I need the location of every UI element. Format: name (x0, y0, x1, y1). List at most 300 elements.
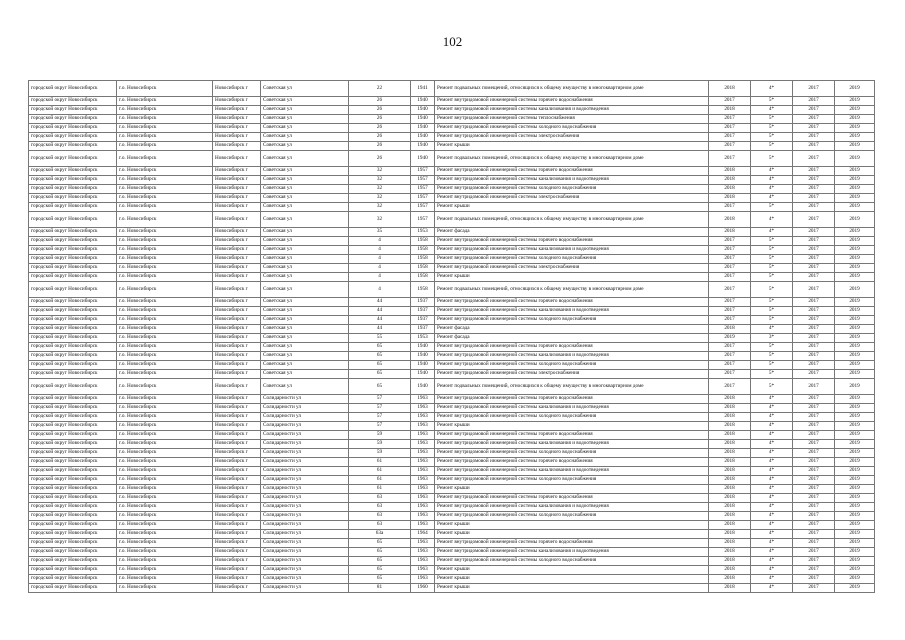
cell-work-type: Ремонт крыши (435, 566, 709, 575)
cell-locality: Новосибирск г (213, 476, 261, 485)
cell-settlement: г.о. Новосибирск (117, 255, 213, 264)
repair-schedule-table (28, 80, 875, 593)
cell-locality: Новосибирск г (213, 264, 261, 273)
cell-locality: Новосибирск г (213, 503, 261, 512)
cell-plan-year: 2018 (709, 413, 751, 422)
cell-priority: 4* (751, 81, 793, 97)
cell-locality: Новосибирск г (213, 539, 261, 548)
cell-house: 35 (349, 228, 411, 237)
cell-district: городской округ Новосибирск (29, 566, 117, 575)
cell-year-from: 2017 (793, 404, 835, 413)
cell-year-from: 2017 (793, 228, 835, 237)
table-row (29, 115, 875, 124)
cell-district: городской округ Новосибирск (29, 343, 117, 352)
cell-year-built: 1957 (411, 176, 435, 185)
cell-year-from: 2017 (793, 273, 835, 282)
cell-house: 65 (349, 548, 411, 557)
cell-locality: Новосибирск г (213, 133, 261, 142)
cell-priority: 4* (751, 503, 793, 512)
cell-district: городской округ Новосибирск (29, 476, 117, 485)
cell-street: Советская ул (261, 81, 349, 97)
cell-street: Солидарности ул (261, 485, 349, 494)
cell-locality: Новосибирск г (213, 512, 261, 521)
cell-street: Солидарности ул (261, 431, 349, 440)
cell-year-to: 2019 (835, 203, 875, 212)
cell-house: 63 (349, 512, 411, 521)
cell-district: городской округ Новосибирск (29, 449, 117, 458)
cell-priority: 4* (751, 185, 793, 194)
table-row (29, 185, 875, 194)
cell-house: 4 (349, 255, 411, 264)
cell-year-from: 2017 (793, 343, 835, 352)
cell-year-built: 1940 (411, 142, 435, 151)
cell-work-type: Ремонт внутридомовой инженерной системы холодного водоснабжения (435, 124, 709, 133)
cell-plan-year: 2018 (709, 81, 751, 97)
cell-priority: 4* (751, 485, 793, 494)
cell-settlement: г.о. Новосибирск (117, 494, 213, 503)
cell-work-type: Ремонт фасада (435, 325, 709, 334)
cell-district: городской округ Новосибирск (29, 176, 117, 185)
table-row (29, 81, 875, 97)
table-row (29, 237, 875, 246)
cell-year-from: 2017 (793, 133, 835, 142)
cell-settlement: г.о. Новосибирск (117, 273, 213, 282)
cell-work-type: Ремонт крыши (435, 575, 709, 584)
cell-house: 26 (349, 142, 411, 151)
cell-priority: 5* (751, 361, 793, 370)
table-row (29, 142, 875, 151)
cell-year-from: 2017 (793, 185, 835, 194)
cell-year-to: 2019 (835, 255, 875, 264)
cell-plan-year: 2017 (709, 151, 751, 167)
cell-district: городской округ Новосибирск (29, 115, 117, 124)
cell-year-built: 1963 (411, 503, 435, 512)
cell-year-from: 2017 (793, 115, 835, 124)
cell-district: городской округ Новосибирск (29, 458, 117, 467)
cell-settlement: г.о. Новосибирск (117, 81, 213, 97)
cell-locality: Новосибирск г (213, 246, 261, 255)
cell-locality: Новосибирск г (213, 151, 261, 167)
cell-settlement: г.о. Новосибирск (117, 264, 213, 273)
cell-year-from: 2017 (793, 539, 835, 548)
table-row (29, 503, 875, 512)
cell-locality: Новосибирск г (213, 467, 261, 476)
table-row (29, 557, 875, 566)
table-row (29, 212, 875, 228)
cell-year-built: 1958 (411, 264, 435, 273)
cell-year-from: 2017 (793, 422, 835, 431)
cell-year-from: 2017 (793, 176, 835, 185)
cell-work-type: Ремонт внутридомовой инженерной системы холодного водоснабжения (435, 361, 709, 370)
cell-locality: Новосибирск г (213, 273, 261, 282)
cell-plan-year: 2018 (709, 325, 751, 334)
cell-house: 26 (349, 97, 411, 106)
cell-district: городской округ Новосибирск (29, 228, 117, 237)
table-row (29, 228, 875, 237)
cell-settlement: г.о. Новосибирск (117, 548, 213, 557)
cell-year-from: 2017 (793, 494, 835, 503)
cell-house: 32 (349, 194, 411, 203)
cell-house: 4 (349, 273, 411, 282)
cell-district: городской округ Новосибирск (29, 370, 117, 379)
cell-locality: Новосибирск г (213, 203, 261, 212)
cell-year-from: 2017 (793, 142, 835, 151)
cell-locality: Новосибирск г (213, 97, 261, 106)
cell-year-from: 2017 (793, 307, 835, 316)
cell-year-built: 1963 (411, 422, 435, 431)
cell-house: 4 (349, 246, 411, 255)
cell-year-from: 2017 (793, 352, 835, 361)
cell-priority: 4* (751, 176, 793, 185)
cell-year-built: 1963 (411, 539, 435, 548)
cell-year-built: 1940 (411, 370, 435, 379)
cell-locality: Новосибирск г (213, 325, 261, 334)
cell-locality: Новосибирск г (213, 228, 261, 237)
cell-district: городской округ Новосибирск (29, 264, 117, 273)
cell-priority: 4* (751, 212, 793, 228)
cell-year-to: 2019 (835, 142, 875, 151)
table-row (29, 548, 875, 557)
cell-year-to: 2019 (835, 575, 875, 584)
cell-plan-year: 2018 (709, 185, 751, 194)
cell-locality: Новосибирск г (213, 458, 261, 467)
cell-work-type: Ремонт внутридомовой инженерной системы теплоснабжения (435, 115, 709, 124)
cell-house: 65 (349, 361, 411, 370)
cell-district: городской округ Новосибирск (29, 106, 117, 115)
cell-settlement: г.о. Новосибирск (117, 325, 213, 334)
cell-locality: Новосибирск г (213, 440, 261, 449)
cell-plan-year: 2018 (709, 521, 751, 530)
cell-priority: 3* (751, 334, 793, 343)
cell-plan-year: 2018 (709, 422, 751, 431)
cell-locality: Новосибирск г (213, 575, 261, 584)
cell-priority: 4* (751, 404, 793, 413)
cell-plan-year: 2018 (709, 548, 751, 557)
cell-street: Советская ул (261, 379, 349, 395)
cell-plan-year: 2018 (709, 467, 751, 476)
cell-year-built: 1963 (411, 566, 435, 575)
cell-street: Советская ул (261, 370, 349, 379)
cell-work-type: Ремонт внутридомовой инженерной системы канализования и водоотведения (435, 467, 709, 476)
cell-house: 4 (349, 282, 411, 298)
cell-street: Советская ул (261, 203, 349, 212)
cell-year-built: 1940 (411, 115, 435, 124)
cell-district: городской округ Новосибирск (29, 203, 117, 212)
cell-year-built: 1953 (411, 228, 435, 237)
cell-street: Солидарности ул (261, 539, 349, 548)
cell-year-from: 2017 (793, 557, 835, 566)
cell-district: городской округ Новосибирск (29, 431, 117, 440)
cell-settlement: г.о. Новосибирск (117, 449, 213, 458)
cell-settlement: г.о. Новосибирск (117, 124, 213, 133)
cell-street: Солидарности ул (261, 440, 349, 449)
cell-house: 32 (349, 176, 411, 185)
cell-year-built: 1940 (411, 124, 435, 133)
cell-year-to: 2019 (835, 124, 875, 133)
cell-street: Советская ул (261, 325, 349, 334)
cell-priority: 5* (751, 379, 793, 395)
cell-work-type: Ремонт крыши (435, 273, 709, 282)
cell-year-built: 1958 (411, 246, 435, 255)
cell-year-to: 2019 (835, 512, 875, 521)
cell-settlement: г.о. Новосибирск (117, 503, 213, 512)
cell-year-to: 2019 (835, 352, 875, 361)
cell-locality: Новосибирск г (213, 81, 261, 97)
cell-year-built: 1937 (411, 307, 435, 316)
cell-street: Советская ул (261, 106, 349, 115)
cell-district: городской округ Новосибирск (29, 185, 117, 194)
cell-settlement: г.о. Новосибирск (117, 334, 213, 343)
cell-house: 63а (349, 530, 411, 539)
cell-district: городской округ Новосибирск (29, 521, 117, 530)
cell-street: Советская ул (261, 212, 349, 228)
cell-plan-year: 2018 (709, 176, 751, 185)
cell-house: 32 (349, 203, 411, 212)
cell-street: Советская ул (261, 298, 349, 307)
table-row (29, 298, 875, 307)
cell-plan-year: 2017 (709, 273, 751, 282)
cell-year-to: 2019 (835, 413, 875, 422)
cell-work-type: Ремонт подвальных помещений, относящихся к общему имуществу в многоквартирном доме (435, 81, 709, 97)
cell-year-built: 1963 (411, 476, 435, 485)
cell-locality: Новосибирск г (213, 404, 261, 413)
cell-settlement: г.о. Новосибирск (117, 476, 213, 485)
cell-plan-year: 2017 (709, 97, 751, 106)
cell-street: Советская ул (261, 255, 349, 264)
cell-year-built: 1963 (411, 467, 435, 476)
cell-locality: Новосибирск г (213, 379, 261, 395)
cell-priority: 4* (751, 584, 793, 593)
table-row (29, 422, 875, 431)
table-row (29, 203, 875, 212)
cell-priority: 5* (751, 133, 793, 142)
cell-street: Солидарности ул (261, 467, 349, 476)
cell-year-to: 2019 (835, 395, 875, 404)
cell-year-from: 2017 (793, 440, 835, 449)
cell-street: Советская ул (261, 133, 349, 142)
cell-settlement: г.о. Новосибирск (117, 167, 213, 176)
table-row (29, 273, 875, 282)
cell-year-from: 2017 (793, 584, 835, 593)
cell-year-built: 1963 (411, 575, 435, 584)
cell-district: городской округ Новосибирск (29, 422, 117, 431)
cell-house: 57 (349, 395, 411, 404)
cell-year-built: 1941 (411, 81, 435, 97)
cell-locality: Новосибирск г (213, 422, 261, 431)
cell-district: городской округ Новосибирск (29, 334, 117, 343)
cell-street: Советская ул (261, 282, 349, 298)
cell-work-type: Ремонт внутридомовой инженерной системы горячего водоснабжения (435, 298, 709, 307)
cell-street: Советская ул (261, 334, 349, 343)
cell-year-built: 1963 (411, 548, 435, 557)
cell-year-built: 1940 (411, 97, 435, 106)
cell-locality: Новосибирск г (213, 494, 261, 503)
cell-settlement: г.о. Новосибирск (117, 485, 213, 494)
cell-street: Советская ул (261, 307, 349, 316)
cell-settlement: г.о. Новосибирск (117, 282, 213, 298)
cell-district: городской округ Новосибирск (29, 307, 117, 316)
table-row (29, 325, 875, 334)
cell-district: городской округ Новосибирск (29, 194, 117, 203)
cell-year-from: 2017 (793, 151, 835, 167)
cell-year-built: 1953 (411, 334, 435, 343)
cell-year-to: 2019 (835, 282, 875, 298)
cell-work-type: Ремонт внутридомовой инженерной системы электроснабжения (435, 194, 709, 203)
cell-locality: Новосибирск г (213, 316, 261, 325)
cell-year-to: 2019 (835, 176, 875, 185)
cell-plan-year: 2017 (709, 115, 751, 124)
cell-district: городской округ Новосибирск (29, 255, 117, 264)
cell-street: Советская ул (261, 352, 349, 361)
cell-year-to: 2019 (835, 379, 875, 395)
cell-plan-year: 2018 (709, 106, 751, 115)
cell-house: 61 (349, 485, 411, 494)
cell-locality: Новосибирск г (213, 307, 261, 316)
cell-settlement: г.о. Новосибирск (117, 237, 213, 246)
cell-street: Солидарности ул (261, 476, 349, 485)
cell-district: городской округ Новосибирск (29, 575, 117, 584)
cell-settlement: г.о. Новосибирск (117, 133, 213, 142)
cell-year-to: 2019 (835, 151, 875, 167)
cell-settlement: г.о. Новосибирск (117, 307, 213, 316)
cell-year-from: 2017 (793, 458, 835, 467)
cell-settlement: г.о. Новосибирск (117, 379, 213, 395)
cell-year-from: 2017 (793, 512, 835, 521)
cell-plan-year: 2017 (709, 203, 751, 212)
cell-year-from: 2017 (793, 325, 835, 334)
cell-year-from: 2017 (793, 97, 835, 106)
cell-work-type: Ремонт внутридомовой инженерной системы канализования и водоотведения (435, 440, 709, 449)
cell-year-built: 1937 (411, 298, 435, 307)
cell-plan-year: 2018 (709, 494, 751, 503)
cell-year-from: 2017 (793, 413, 835, 422)
cell-work-type: Ремонт внутридомовой инженерной системы горячего водоснабжения (435, 237, 709, 246)
cell-priority: 4* (751, 431, 793, 440)
cell-year-from: 2017 (793, 316, 835, 325)
cell-settlement: г.о. Новосибирск (117, 530, 213, 539)
cell-priority: 4* (751, 106, 793, 115)
cell-locality: Новосибирск г (213, 431, 261, 440)
cell-year-to: 2019 (835, 548, 875, 557)
cell-work-type: Ремонт внутридомовой инженерной системы канализования и водоотведения (435, 246, 709, 255)
table-row (29, 361, 875, 370)
cell-settlement: г.о. Новосибирск (117, 97, 213, 106)
cell-plan-year: 2018 (709, 557, 751, 566)
cell-year-from: 2017 (793, 449, 835, 458)
cell-work-type: Ремонт внутридомовой инженерной системы горячего водоснабжения (435, 431, 709, 440)
cell-priority: 4* (751, 194, 793, 203)
cell-priority: 5* (751, 298, 793, 307)
cell-plan-year: 2018 (709, 566, 751, 575)
cell-work-type: Ремонт фасада (435, 228, 709, 237)
cell-street: Советская ул (261, 97, 349, 106)
cell-year-from: 2017 (793, 548, 835, 557)
cell-year-built: 1963 (411, 557, 435, 566)
cell-year-built: 1963 (411, 449, 435, 458)
cell-house: 26 (349, 115, 411, 124)
cell-house: 63 (349, 521, 411, 530)
cell-year-built: 1957 (411, 167, 435, 176)
cell-settlement: г.о. Новосибирск (117, 212, 213, 228)
cell-priority: 5* (751, 151, 793, 167)
table-row (29, 566, 875, 575)
cell-year-from: 2017 (793, 485, 835, 494)
table-row (29, 449, 875, 458)
cell-year-from: 2017 (793, 467, 835, 476)
cell-street: Солидарности ул (261, 395, 349, 404)
cell-district: городской округ Новосибирск (29, 97, 117, 106)
cell-year-built: 1937 (411, 325, 435, 334)
cell-locality: Новосибирск г (213, 566, 261, 575)
cell-locality: Новосибирск г (213, 237, 261, 246)
cell-work-type: Ремонт крыши (435, 203, 709, 212)
cell-year-from: 2017 (793, 575, 835, 584)
cell-house: 59 (349, 431, 411, 440)
cell-plan-year: 2018 (709, 431, 751, 440)
cell-locality: Новосибирск г (213, 255, 261, 264)
cell-street: Советская ул (261, 142, 349, 151)
cell-year-to: 2019 (835, 494, 875, 503)
cell-plan-year: 2017 (709, 282, 751, 298)
cell-street: Советская ул (261, 273, 349, 282)
cell-house: 44 (349, 325, 411, 334)
cell-year-to: 2019 (835, 431, 875, 440)
cell-district: городской округ Новосибирск (29, 413, 117, 422)
cell-year-built: 1940 (411, 361, 435, 370)
cell-street: Солидарности ул (261, 584, 349, 593)
cell-year-from: 2017 (793, 476, 835, 485)
cell-house: 63 (349, 503, 411, 512)
cell-settlement: г.о. Новосибирск (117, 557, 213, 566)
cell-year-from: 2017 (793, 81, 835, 97)
cell-year-to: 2019 (835, 133, 875, 142)
cell-plan-year: 2017 (709, 246, 751, 255)
cell-house: 57 (349, 422, 411, 431)
cell-settlement: г.о. Новосибирск (117, 512, 213, 521)
cell-settlement: г.о. Новосибирск (117, 431, 213, 440)
cell-plan-year: 2017 (709, 379, 751, 395)
cell-settlement: г.о. Новосибирск (117, 298, 213, 307)
cell-settlement: г.о. Новосибирск (117, 151, 213, 167)
cell-year-from: 2017 (793, 246, 835, 255)
cell-locality: Новосибирск г (213, 449, 261, 458)
cell-plan-year: 2017 (709, 237, 751, 246)
cell-year-to: 2019 (835, 316, 875, 325)
cell-year-to: 2019 (835, 194, 875, 203)
cell-street: Солидарности ул (261, 494, 349, 503)
cell-work-type: Ремонт крыши (435, 485, 709, 494)
cell-year-built: 1963 (411, 413, 435, 422)
cell-settlement: г.о. Новосибирск (117, 539, 213, 548)
table-row (29, 575, 875, 584)
cell-house: 44 (349, 307, 411, 316)
cell-house: 59 (349, 449, 411, 458)
cell-plan-year: 2017 (709, 307, 751, 316)
cell-priority: 4* (751, 228, 793, 237)
cell-year-built: 1963 (411, 458, 435, 467)
cell-year-from: 2017 (793, 282, 835, 298)
cell-plan-year: 2017 (709, 361, 751, 370)
cell-house: 22 (349, 81, 411, 97)
cell-street: Солидарности ул (261, 449, 349, 458)
cell-district: городской округ Новосибирск (29, 212, 117, 228)
cell-district: городской округ Новосибирск (29, 379, 117, 395)
cell-district: городской округ Новосибирск (29, 494, 117, 503)
cell-plan-year: 2018 (709, 440, 751, 449)
cell-priority: 5* (751, 115, 793, 124)
cell-settlement: г.о. Новосибирск (117, 316, 213, 325)
table-row (29, 97, 875, 106)
